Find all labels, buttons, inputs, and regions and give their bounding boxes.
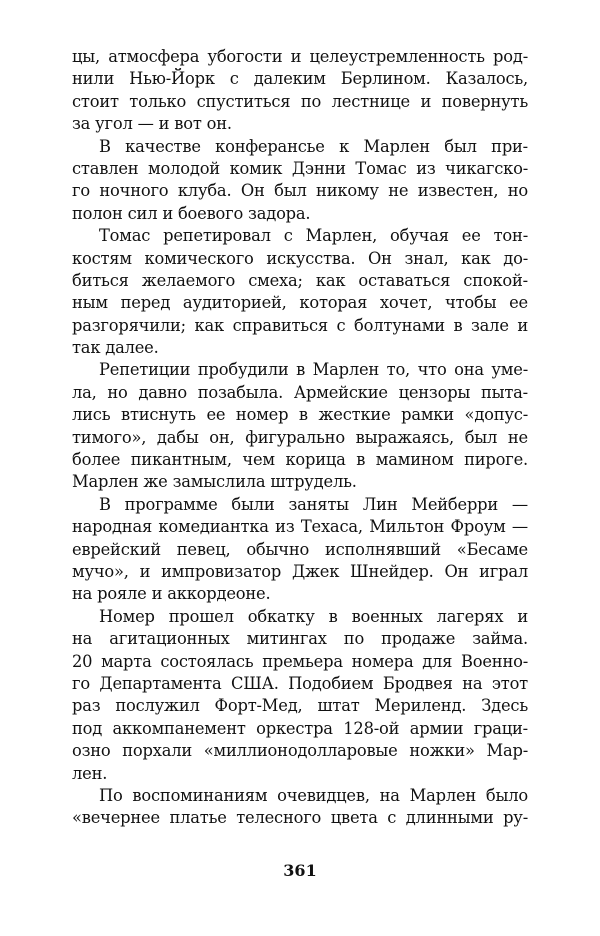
text-line: озно порхали «миллионодолларовые ножки» Мар- bbox=[72, 741, 528, 761]
text-line: В качестве конферансье к Марлен был при- bbox=[99, 136, 528, 156]
text-line: на агитационных митингах по продаже займа. bbox=[72, 629, 528, 649]
text-line: цы, атмосфера убогости и целеустремленность род- bbox=[72, 47, 528, 66]
text-line: Номер прошел обкатку в военных лагерях и bbox=[99, 606, 528, 626]
text-line: го Департамента США. Подобием Бродвея на этот bbox=[72, 673, 528, 693]
paragraph bbox=[72, 494, 528, 606]
text-line: По воспоминаниям очевидцев, на Марлен было bbox=[99, 785, 528, 805]
text-line: го ночного клуба. Он был никому не известен, но bbox=[72, 181, 528, 201]
text-line: за угол — и вот он. bbox=[72, 114, 232, 134]
text-line: тимого», дабы он, фигурально выражаясь, был не bbox=[72, 427, 528, 447]
text-line: 20 марта состоялась премьера номера для Военно- bbox=[72, 651, 528, 671]
text-line: еврейский певец, обычно исполнявший «Бесаме bbox=[72, 539, 528, 559]
paragraph bbox=[72, 136, 528, 226]
text-line: лен. bbox=[72, 763, 108, 783]
paragraph bbox=[72, 785, 528, 830]
text-line: Репетиции пробудили в Марлен то, что она уме- bbox=[99, 360, 528, 380]
text-line: «вечернее платье телесного цвета с длинными ру- bbox=[72, 808, 528, 828]
page-number: 361 bbox=[283, 861, 317, 880]
paragraph bbox=[72, 606, 528, 785]
paragraph bbox=[72, 46, 528, 136]
text-line: так далее. bbox=[72, 338, 159, 358]
text-line: биться желаемого смеха; как оставаться спокой- bbox=[72, 270, 528, 290]
text-line: на рояле и аккордеоне. bbox=[72, 584, 271, 604]
text-line: стоит только спуститься по лестнице и повернуть bbox=[72, 91, 528, 111]
text-line: ставлен молодой комик Дэнни Томас из чикагско- bbox=[72, 158, 528, 178]
text-line: разгорячили; как справиться с болтунами в зале и bbox=[72, 315, 528, 335]
text-line: ла, но давно позабыла. Армейские цензоры пыта- bbox=[72, 382, 528, 402]
text-line: под аккомпанемент оркестра 128-ой армии граци- bbox=[72, 718, 528, 738]
page-body-text bbox=[72, 46, 528, 830]
text-line: более пикантным, чем корица в мамином пироге. bbox=[72, 450, 528, 470]
text-line: мучо», и импровизатор Джек Шнейдер. Он играл bbox=[72, 561, 528, 581]
text-line: народная комедиантка из Техаса, Мильтон Фроум — bbox=[72, 517, 528, 537]
text-line: костям комического искусства. Он знал, как до- bbox=[72, 248, 528, 268]
text-line: Томас репетировал с Марлен, обучая ее тон- bbox=[99, 226, 528, 246]
text-line: Марлен же замыслила штрудель. bbox=[72, 472, 357, 492]
text-line: нили Нью-Йорк с далеким Берлином. Казалось, bbox=[72, 69, 528, 89]
paragraph bbox=[72, 359, 528, 493]
text-line: лись втиснуть ее номер в жесткие рамки «допус- bbox=[72, 405, 528, 425]
text-line: ным перед аудиторией, которая хочет, чтобы ее bbox=[72, 293, 528, 313]
paragraph bbox=[72, 225, 528, 359]
text-line: полон сил и боевого задора. bbox=[72, 203, 311, 223]
text-line: раз послужил Форт-Мед, штат Мериленд. Здесь bbox=[72, 696, 528, 716]
text-line: В программе были заняты Лин Мейберри — bbox=[99, 494, 528, 514]
